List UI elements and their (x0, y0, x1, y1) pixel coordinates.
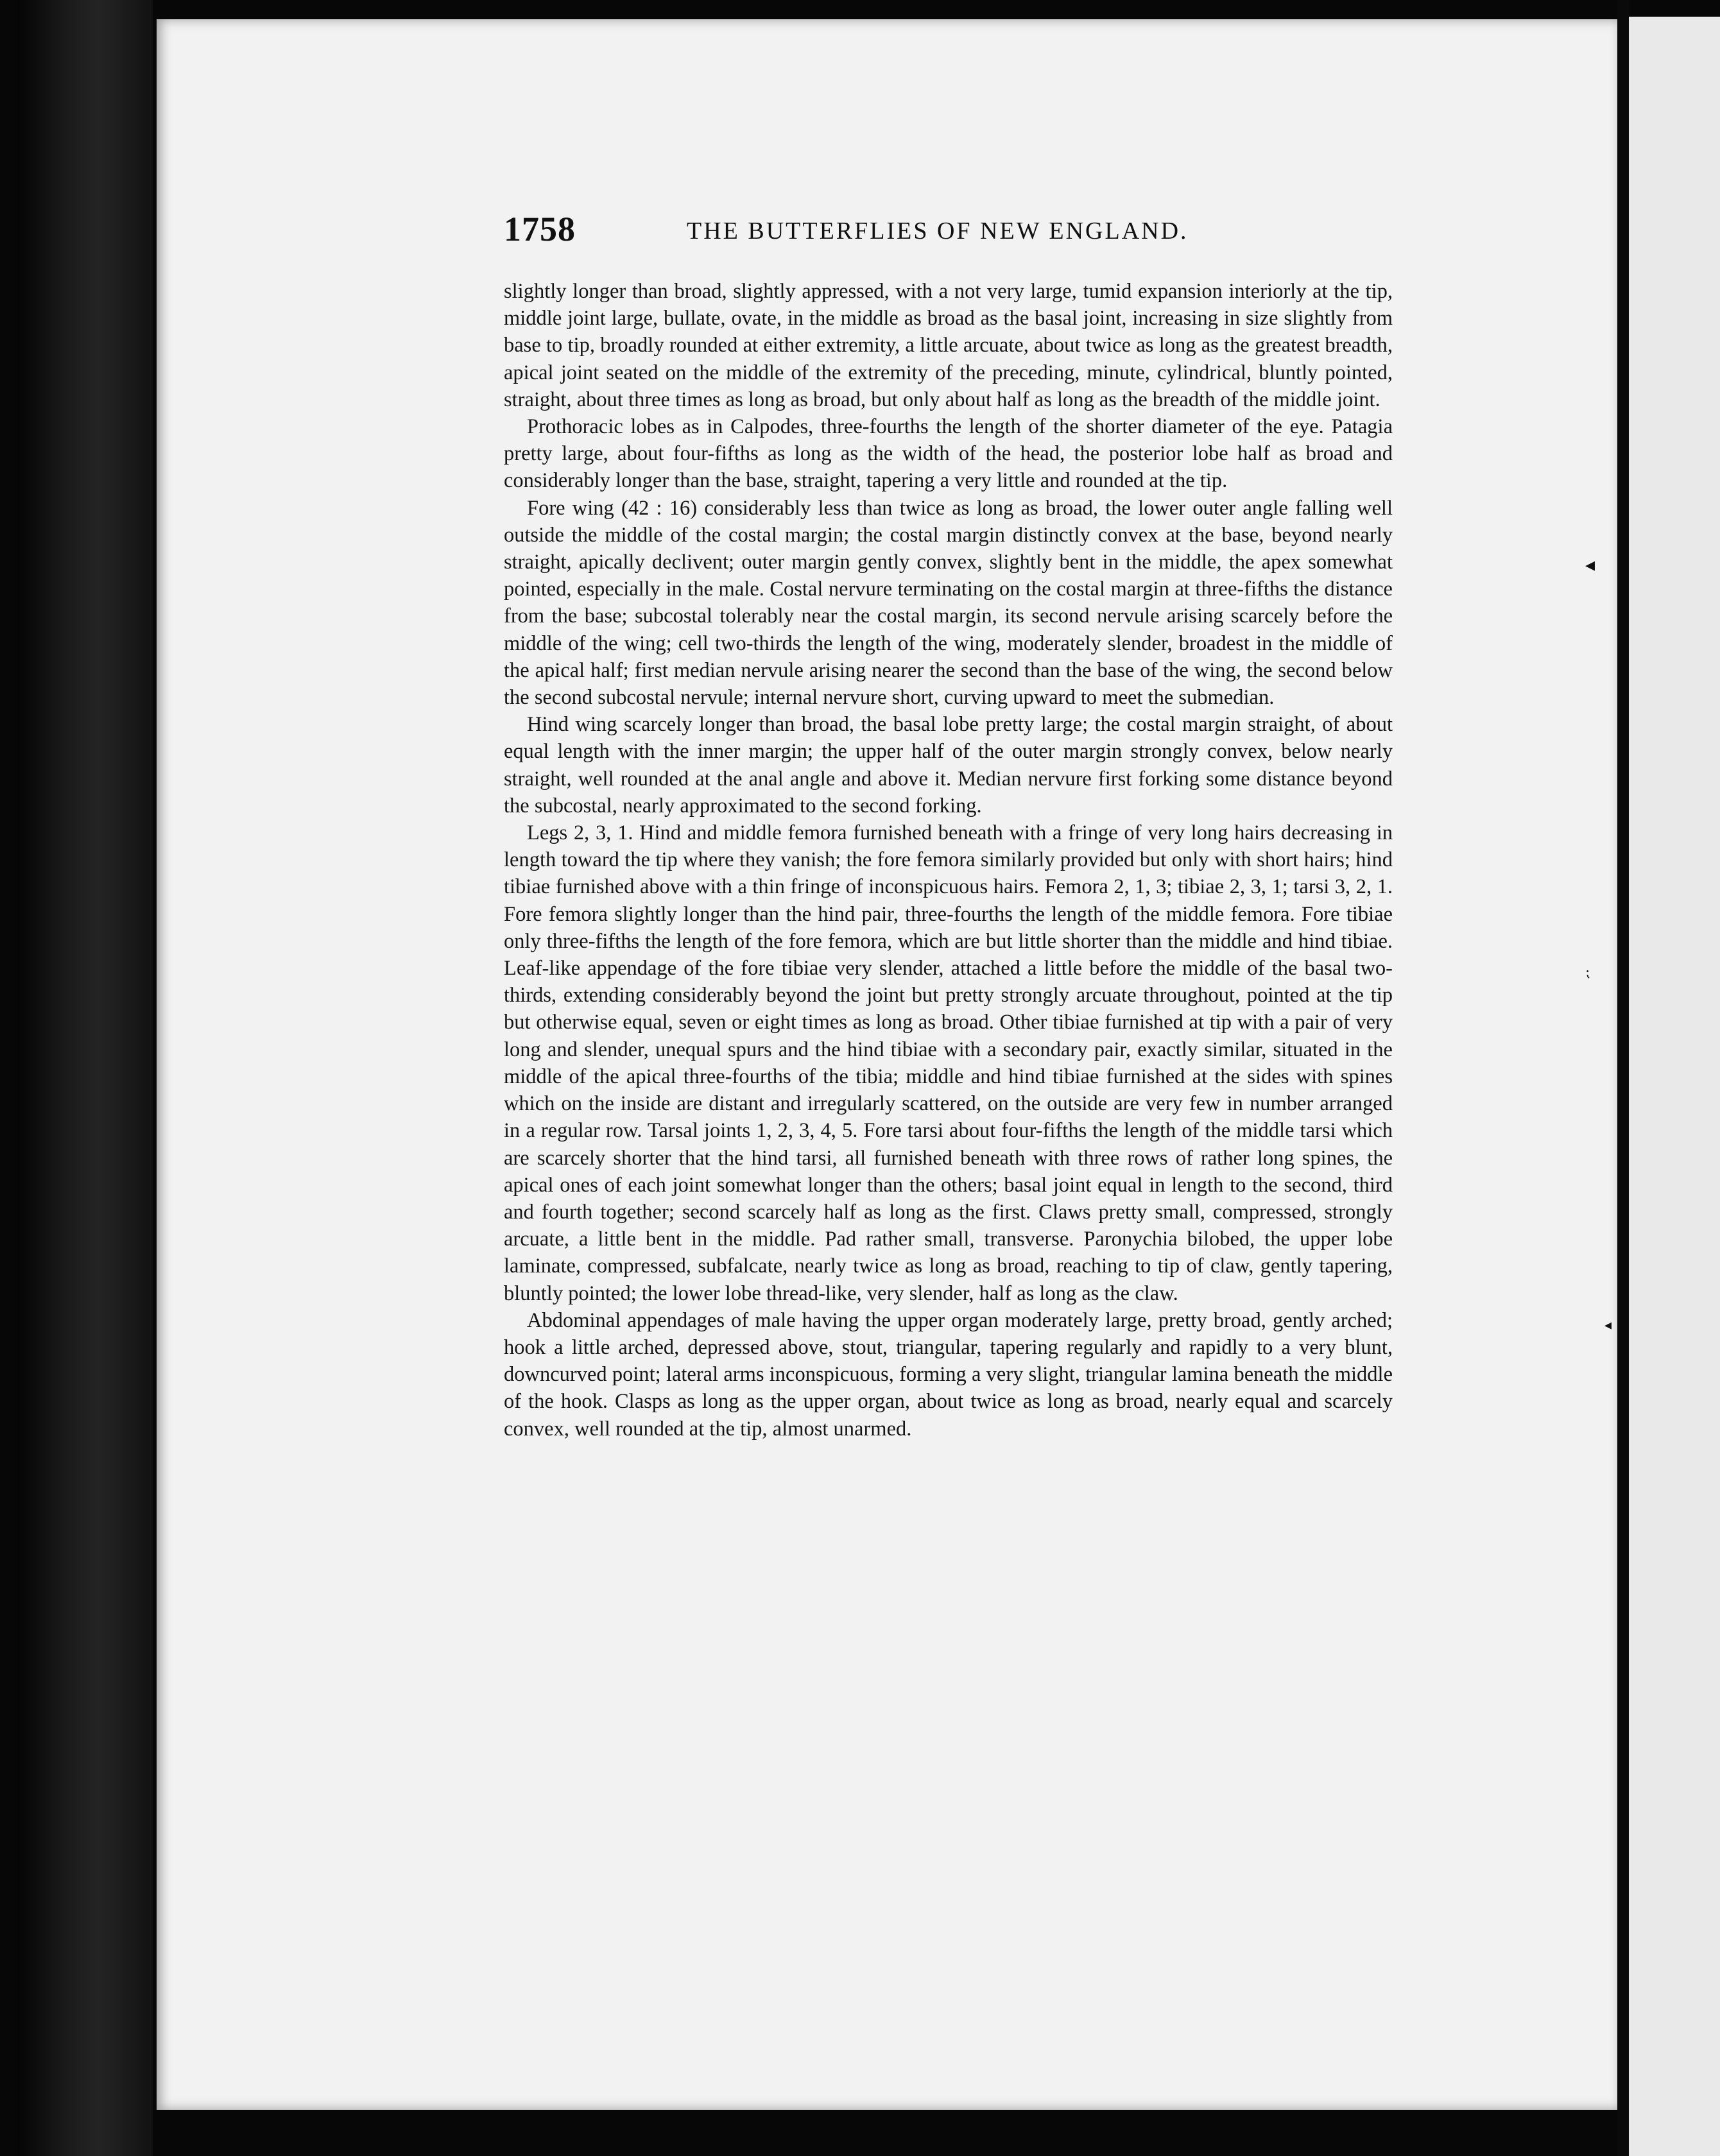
page-header (504, 207, 1393, 252)
margin-mark: ◂ (1604, 1317, 1612, 1333)
adjacent-page-edge (1629, 17, 1720, 2156)
paragraph-prothoracic-lobes: Prothoracic lobes as in Calpodes, three-fourths the length of the shorter diameter of the eye. Patagia pretty large, about four-fifths as long as the width of the head, the posterior lobe half as broad and considerably longer than the base, straight, tapering a very little and rounded at the tip. (504, 415, 1393, 493)
margin-mark: ⁏ (1585, 964, 1590, 980)
paragraph-hind-wing: Hind wing scarcely longer than broad, the basal lobe pretty large; the costal margin straight, of about equal length with the inner margin; the upper half of the outer margin strongly convex, below nearly straight, well rounded at the anal angle and above it. Median nervure first forking some distance beyond the subcostal, nearly approximated to the second forking. (504, 713, 1393, 817)
paragraph-legs: Legs 2, 3, 1. Hind and middle femora furnished beneath with a fringe of very long hairs decreasing in length toward the tip where they vanish; the fore femora similarly provided but only with short hairs; hind tibiae furnished above with a thin fringe of inconspicuous hairs. Femora 2, 1, 3; tibiae 2, 3, 1; tarsi 3, 2, 1. Fore femora slightly longer than the hind pair, three-fourths the length of the middle femora. Fore tibiae only three-fifths the length of the fore femora, which are but little shorter than the middle and hind tibiae. Leaf-like appendage of the fore tibiae very slender, attached a little before the middle of the basal two-thirds, extending considerably beyond the joint but pretty strongly arcuate throughout, pointed at the tip but otherwise equal, seven or eight times as long as broad. Other tibiae furnished at tip with a pair of very long and slender, unequal spurs and the hind tibiae with a secondary pair, exactly similar, situated in the middle of the apical three-fourths of the tibia; middle and hind tibiae furnished at the sides with spines which on the inside are distant and irregularly scattered, on the outside are very few in number arranged in a regular row. Tarsal joints 1, 2, 3, 4, 5. Fore tarsi about four-fifths the length of the middle tarsi which are scarcely shorter that the hind tarsi, all furnished beneath with three rows of rather long spines, the apical ones of each joint somewhat longer than the others; basal joint equal in length to the second, third and fourth together; second scarcely half as long as the first. Claws pretty small, compressed, strongly arcuate, a little bent in the middle. Pad rather small, transverse. Paronychia bilobed, the upper lobe laminate, compressed, subfalcate, nearly twice as long as broad, reaching to tip of claw, gently tapering, bluntly pointed; the lower lobe thread-like, very slender, half as long as the claw. (504, 821, 1393, 1305)
body-text (504, 278, 1393, 1442)
running-title: THE BUTTERFLIES OF NEW ENGLAND. (687, 218, 1189, 244)
paragraph-abdominal-appendages: Abdominal appendages of male having the upper organ moderately large, pretty broad, gently arched; hook a little arched, depressed above, stout, triangular, tapering regularly and rapidly to a very blunt, downcurved point; lateral arms inconspicuous, forming a very slight, triangular lamina beneath the middle of the hook. Clasps as long as the upper organ, about twice as long as broad, nearly equal and scarcely convex, well rounded at the tip, almost unarmed. (504, 1308, 1393, 1441)
book-spine (18, 0, 153, 2156)
paragraph-antennae-palpi: slightly longer than broad, slightly appressed, with a not very large, tumid expansion interiorly at the tip, middle joint large, bullate, ovate, in the middle as broad as the basal joint, increasing in size slightly from base to tip, broadly rounded at either extremity, a little arcuate, about twice as long as the greatest breadth, apical joint seated on the middle of the extremity of the preceding, minute, cylindrical, bluntly pointed, straight, about three times as long as broad, but only about half as long as the breadth of the middle joint. (504, 280, 1393, 411)
page-gutter (1617, 0, 1629, 2156)
page-number: 1758 (504, 210, 576, 248)
margin-mark: ◂ (1585, 554, 1595, 576)
paragraph-fore-wing: Fore wing (42 : 16) considerably less than twice as long as broad, the lower outer angle falling well outside the middle of the costal margin; the costal margin distinctly convex at the base, beyond nearly straight, apically declivent; outer margin gently convex, slightly bent in the middle, the apex somewhat pointed, especially in the male. Costal nervure terminating on the costal margin at three-fifths the distance from the base; subcostal tolerably near the costal margin, its second nervule arising scarcely before the middle of the wing; cell two-thirds the length of the wing, moderately slender, broadest in the middle of the apical half; first median nervule arising nearer the second than the base of the wing, the second below the second subcostal nervule; internal nervure short, curving upward to meet the submedian. (504, 496, 1393, 710)
